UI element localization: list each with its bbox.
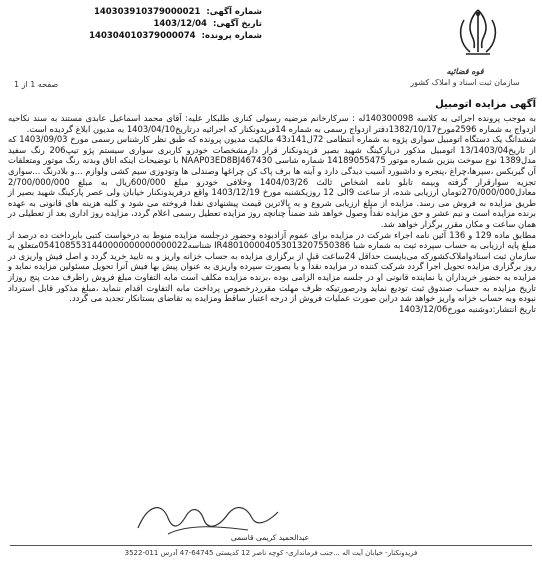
paragraph-conditions: مطابق ماده 129 و 136 آئین نامه اجراء شرکت در مزایده برای عموم آزادبوده وحضور درجلسه مزایده منوط به درخواست کتبی بابرداخت ده درصد از مبلغ پایه ارزیابی به حساب سپرده ثبت به شماره شبا IR480100004053013207550386 شناسه0541085531440000000000000022متعلق به سازمان ثبت اسنادواملاک‌کشور‌که می‌بایست حداقل 24ساعت قبل از برگزاری مزایده به حساب خزانه واریز و به تایید خرید گردد و اصل فیش واریزی در روز برگزاری مزایده تحویل اجرا گردد شرکت کننده در مزایده نقداً و یا بصورت سپرده واریزی به عنوان پیش بها فیش آنرا تحویل مسئولین مزایده نماید و مزایده به حضور خریداران یا نماینده قانونی او در جلسه مزایده الزامی بوده ،برنده مزایده مکلف است مابه التفاوت مبلغ فروش راظرف مدت پنج روزاز تاریخ مزایده به حساب صندوق ثبت تودیع نماید ودرصورتیکه ظرف مهلت مقرردرخصوص پرداخت مابه التفاوت اقدام ننماید ،مبلغ مذکور قابل استرداد نبوده وبه حساب خزانه واریز خواهد شد دراین صورت عملیات فروش از درجه اعتبار ساقط ومزایده به تقاضای بستانکار تجدید می گردد. — [8, 229, 536, 304]
page-number: صفحه 1 از 1 — [14, 80, 59, 89]
notice-meta — [12, 6, 262, 42]
ministry-name: قوه قضائیه — [446, 67, 484, 76]
notice-date-value: 1403/12/04 — [153, 19, 207, 29]
organization-name: سازمان ثبت اسناد و املاک کشور — [410, 78, 520, 87]
paragraph-vehicle: ششدانگ یک دستگاه اتومبیل سواری پژوه به شماره انتظامی 72ل141د43 مالکیت مدیون پرونده که طبق نظر کارشناس رسمی مورخ 1403/09/03 که از تاریخ13/1403/04 اتومبیل مذکور درپارکینگ شهید بصیر فریدونکنار قرار دارمشخصات خودرو کاربری سواری سیستم پژو تیپ206 رنگ سفید مدل1389 نوع سوخت بنزین شماره موتور 14189055475 شماره شاسی NAAP03ED8BJ467430 با توضیحات اینکه اتاق وبدنه رنگ موتور ومتعلقات آن گیربکس ،سپرها،چراغ ،پنجره و داشبورد آسیب دیدگی دارد و آینه ها برف پاک کن چراغها وصندلی ها وتودوزی سیم کشی ولوازم ...و بلادرنگ ...سواری تجزیه سوارقرار گرفته وبیمه تابلو نامه اشخاص ثالث 1404/03/26 وخلافی خودرو مبلغ 600/000ریال به مبلغ 2/700/000/000 معادل270/000/000تومان ارزیابی شده، از ساعت 9الی 12 روزیکشنبه مورخ 1403/12/19 واقع درفریدونکنار خیابان ولی عصر پارکینگ شهید بصیر از طریق مزایده به فروش می رسد. مزایده از مبلغ ارزیابی شروع و به بالاترین قیمت پیشنهادی نقدا فروخته می شود و کلیه هزینه های قانونی به عهده برنده مزایده است و نیم عشر و حق مزایده نقداً وصول خواهد شد ضمناً چنانچه روز مزایده تعطیل رسمی اعلام گردد، مزایده روز اداری بعد از تعطیلی در همان ساعت و مکان مقرر برگزار خواهد شد. — [8, 134, 537, 229]
organization-block — [392, 66, 538, 88]
notice-number-label: شماره آگهی: — [206, 7, 262, 17]
paragraph-publish-date: تاریخ انتشار:دوشنبه مورخ1403/12/06 — [399, 303, 536, 314]
notice-title: آگهی مزایده اتومبیل — [435, 99, 536, 110]
notice-number-value: 140303910379000021 — [93, 7, 201, 17]
footer-address: فریدونکنار- خیابان آیت اله ...جنب فرمانداری- کوچه ناصر 12 کدپستی 64745-47 آدرس 011-3522 — [124, 549, 418, 557]
file-number-label: شماره پرونده: — [201, 31, 262, 41]
notice-date-label: تاریخ آگهی: — [212, 19, 262, 29]
footer-divider — [10, 545, 532, 546]
file-number-value: 140304010379000074 — [89, 31, 196, 41]
notice-body — [8, 113, 536, 314]
file-number-row — [12, 30, 262, 42]
paragraph-case: به موجب پرونده اجرائی به کلاسه 140300098له : سرکارخانم مرضیه رسولی کناری طلبکار علیه: آقای محمد اسماعیل عابدی مستند به سند نکاحیه ازدواج به شماره 2596مورخ1382/10/17دفتر ازدواج رسمی به شماره 14فریدونکنار که اجرائیه درتاریخ1403/04/10 به مدیون ابلاغ گردیده است. — [8, 113, 536, 134]
signatory-name: عبدالحمید کریمی قاسمی — [230, 533, 310, 542]
notice-date-row — [12, 18, 262, 30]
notice-number-row — [12, 6, 262, 18]
